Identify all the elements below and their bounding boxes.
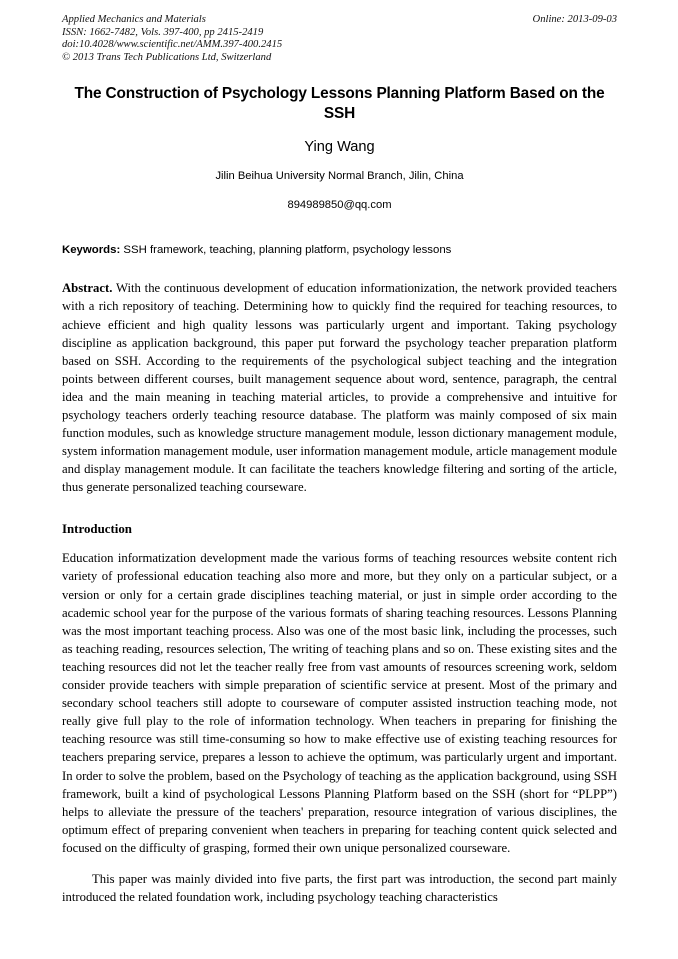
keywords-line bbox=[62, 242, 617, 258]
journal-online-date: Online: 2013-09-03 bbox=[532, 14, 617, 25]
page-title: The Construction of Psychology Lessons Planning Platform Based on the SSH bbox=[74, 85, 605, 123]
journal-header bbox=[62, 0, 617, 64]
journal-name: Applied Mechanics and Materials bbox=[62, 14, 206, 25]
author-email: 894989850@qq.com bbox=[287, 199, 392, 212]
page-content-column bbox=[62, 0, 617, 919]
journal-issn-line: ISSN: 1662-7482, Vols. 397-400, pp 2415-2419 bbox=[62, 26, 264, 38]
journal-doi-line: doi:10.4028/www.scientific.net/AMM.397-400.2415 bbox=[62, 39, 283, 51]
section-heading-introduction: Introduction bbox=[62, 521, 132, 536]
abstract-label: Abstract. bbox=[62, 281, 113, 296]
author-affiliation: Jilin Beihua University Normal Branch, Jilin, China bbox=[215, 170, 464, 183]
abstract-text: With the continuous development of education informationization, the network provided teachers with a rich repository of teaching. Determining how to quickly find the required for teaching resources, to achieve efficient and high quality lessons was particularly urgent and important. Taking psychology discipline as application background, this paper put forward the psychology teacher preparation platform based on SSH. According to the requirements of the psychological subject teaching and the integration points between different courses, built management sequence about word, sentence, paragraph, the central idea and the main meaning in teaching material articles, to provide a comprehensive and intuitive for psychology teachers orderly teaching resource database. The platform was mainly composed of six main function modules, such as knowledge structure management module, lesson dictionary management module, system information management module, user information management module, article management module and display management module. It can facilitate the teachers knowledge filtering and sorting of the article, thus generate personalized teaching courseware. bbox=[62, 281, 617, 495]
journal-copyright-line: © 2013 Trans Tech Publications Ltd, Switzerland bbox=[62, 51, 272, 63]
title-block bbox=[62, 84, 617, 213]
introduction-paragraph-2: This paper was mainly divided into five parts, the first part was introduction, the second part mainly introduced the related foundation work, including psychology teaching characteristics bbox=[62, 871, 617, 904]
author-name: Ying Wang bbox=[304, 139, 375, 156]
keywords-label: Keywords: bbox=[62, 244, 121, 257]
keywords-value: SSH framework, teaching, planning platform, psychology lessons bbox=[120, 244, 452, 257]
abstract-paragraph bbox=[62, 279, 617, 496]
introduction-paragraph-1: Education informatization development made the various forms of teaching resources website content rich variety of professional education teaching also more and more, but they only on a particular subject, or a version or only for a certain grade disciplines teaching material, or just in simple order according to the academic school year for the purpose of the various formats of sharing teaching resources. Lessons Planning was the most important teaching process. Also was one of the most basic link, including the processes, such as teaching reading, resources selection, The writing of teaching plans and so on. These existing sites and the teaching resources did not let the teacher really free from vast amounts of resources screening work, seldom consider provide teachers with simple preparation of scientific service at present. Most of the primary and secondary school teachers still adopte to courseware of computer assisted instruction teaching mode, not really give full play to the role of information technology. When teachers in preparing for finishing the teaching resource was still time-consuming so how to make effective use of existing teaching resources for teachers preparing service, prepares a lesson to achieve the optimum, was particularly urgent and important. In order to solve the problem, based on the Psychology of teaching as the application background, using SSH framework, built a kind of psychological Lessons Planning Platform based on the SSH (short for “PLPP”) helps to alleviate the pressure of the teachers' preparation, resource integration of various disciplines, the optimum effect of preparing convenient when teachers in preparing for teaching content quick selected and focused on the difficulty of grasping, formed their own unique personalized courseware. bbox=[62, 551, 617, 855]
